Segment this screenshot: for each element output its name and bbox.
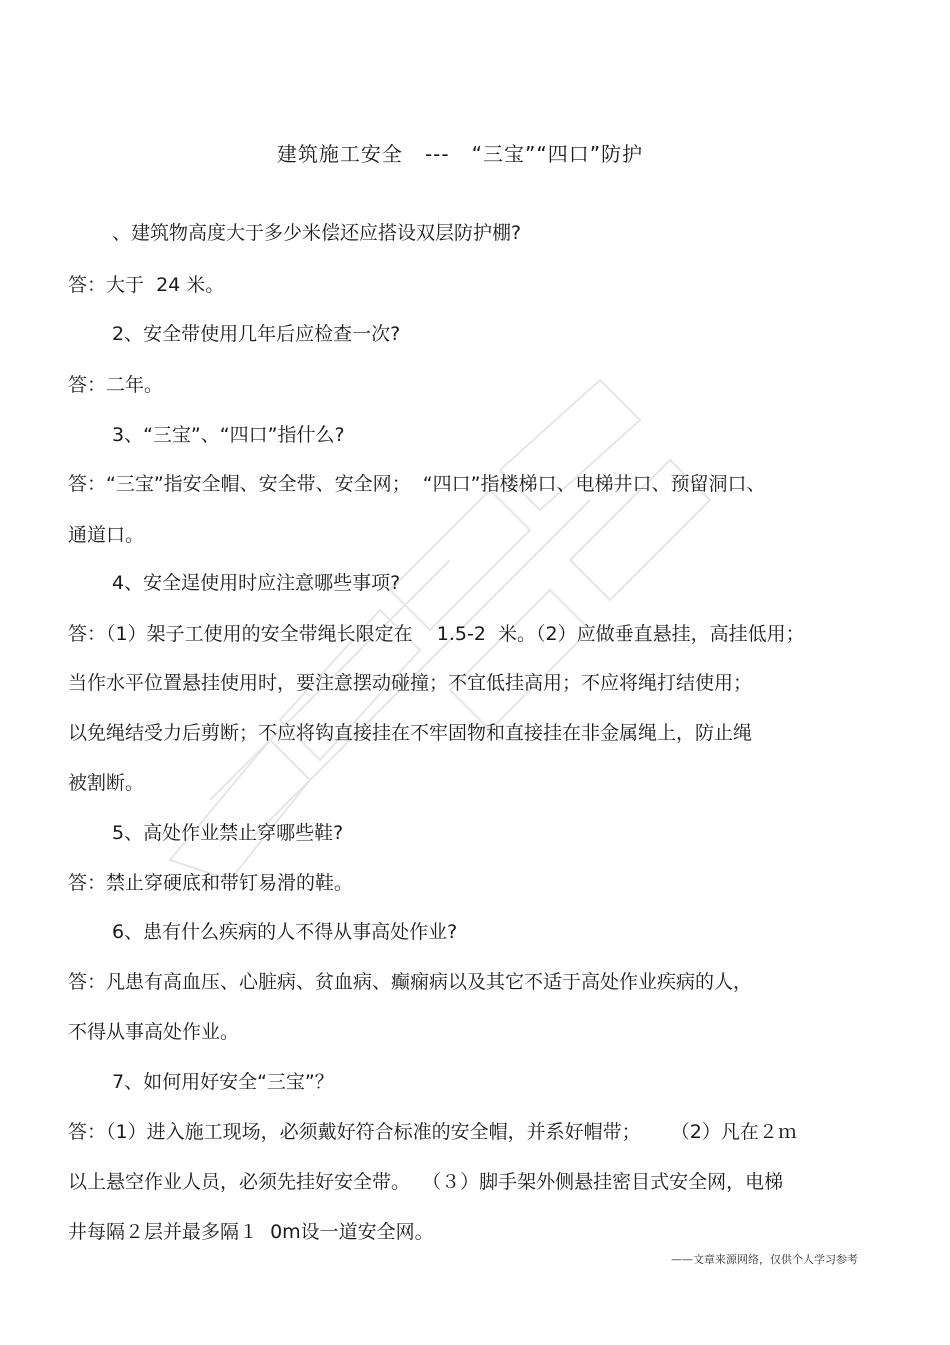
answer-6-line-1: 答：凡患有高血压、心脏病、贫血病、癫痫病以及其它不适于高处作业疾病的人， <box>68 971 753 993</box>
answer-5: 答：禁止穿硬底和带钉易滑的鞋。 <box>68 872 354 894</box>
question-6: 6、患有什么疾病的人不得从事高处作业? <box>112 921 458 943</box>
question-1: 、建筑物高度大于多少米偿还应搭设双层防护棚? <box>112 222 522 244</box>
answer-4-line-3: 以免绳结受力后剪断；不应将钩直接挂在不牢固物和直接挂在非金属绳上，防止绳 <box>68 722 753 744</box>
answer-3-line-1: 答：“三宝”指安全帽、安全带、安全网； “四口”指楼梯口、电梯井口、预留洞口、 <box>68 473 766 495</box>
answer-1: 答：大于 24 米。 <box>68 274 225 296</box>
answer-4-line-2: 当作水平位置悬挂使用时，要注意摆动碰撞；不宜低挂高用；不应将绳打结使用； <box>68 672 753 694</box>
question-2: 2、安全带使用几年后应检查一次? <box>112 323 401 345</box>
question-5: 5、高处作业禁止穿哪些鞋? <box>112 822 344 844</box>
answer-3-line-2: 通道口。 <box>68 524 145 546</box>
answer-6-line-2: 不得从事高处作业。 <box>68 1021 240 1043</box>
answer-2: 答：二年。 <box>68 374 164 396</box>
answer-4-line-1: 答：（1）架子工使用的安全带绳长限定在 1.5-2 米。（2）应做垂直悬挂，高挂低用； <box>68 623 805 645</box>
question-7: 7、如何用好安全“三宝”？ <box>112 1071 334 1093</box>
question-4: 4、安全逞使用时应注意哪些事项? <box>112 572 401 594</box>
question-3: 3、“三宝”、“四口”指什么? <box>112 424 345 446</box>
source-footer: ——文章来源网络，仅供个人学习参考 <box>671 1253 858 1266</box>
answer-7-line-1: 答：（1）进入施工现场，必须戴好符合标准的安全帽，并系好帽带； （2）凡在２ｍ <box>68 1121 797 1143</box>
answer-4-line-4: 被割断。 <box>68 772 145 794</box>
answer-7-line-3: 井每隔２层并最多隔１ 0m设一道安全网。 <box>68 1221 434 1243</box>
answer-7-line-2: 以上悬空作业人员，必须先挂好安全带。 （３）脚手架外侧悬挂密目式安全网，电梯 <box>68 1171 784 1193</box>
document-title: 建筑施工安全 --- “三宝”“四口”防护 <box>276 142 644 166</box>
